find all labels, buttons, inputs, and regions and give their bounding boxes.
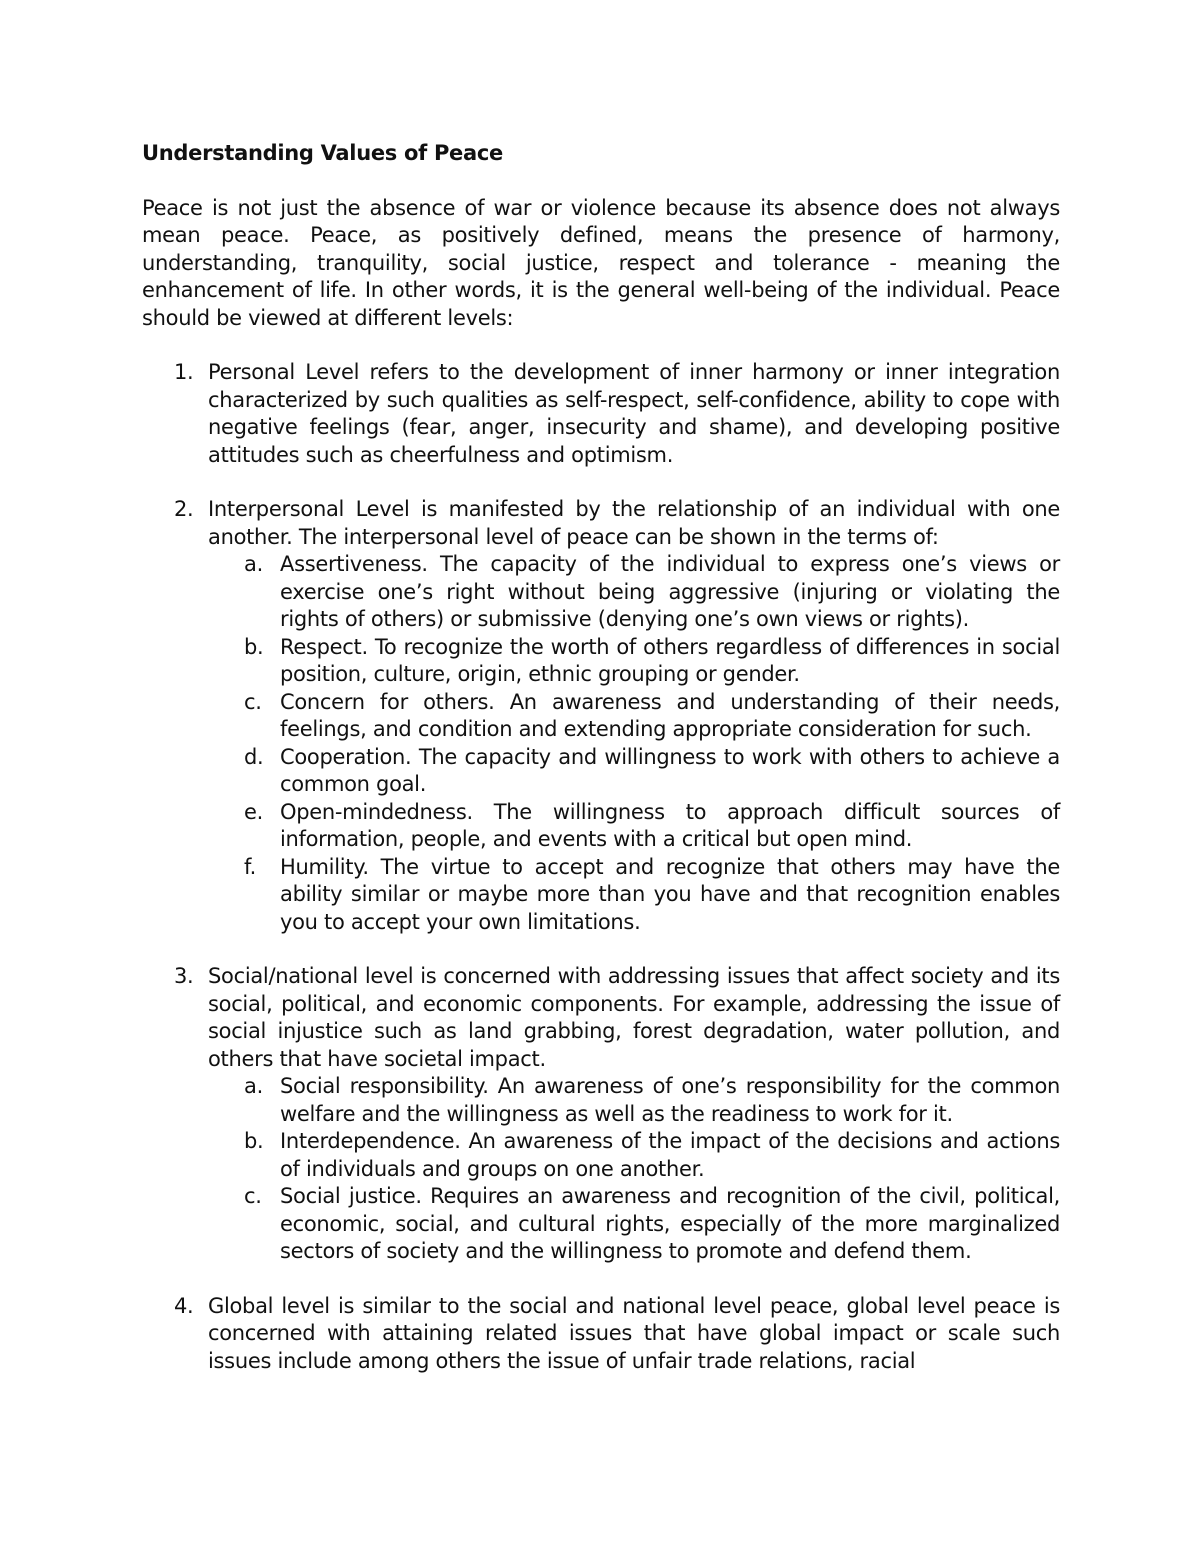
sub-item-letter: d. xyxy=(244,744,264,769)
level-item-interpersonal xyxy=(142,496,1060,936)
level-text: Global level is similar to the social and national level peace, global level peace is concerned with attaining related issues that have global impact or scale such issues include among others the issue of unfair trade relations, racial xyxy=(208,1293,1060,1373)
sub-item-letter: a. xyxy=(244,1074,263,1098)
sub-item-interdependence xyxy=(208,1128,1060,1183)
sub-item-letter: b. xyxy=(244,1129,264,1153)
sub-item-letter: f. xyxy=(244,854,256,879)
sub-item-text: Humility. The virtue to accept and recognize that others may have the ability similar or maybe more than you have and that recognition enables you to accept your own limitations. xyxy=(280,854,1060,934)
sub-item-text: Respect. To recognize the worth of others regardless of differences in social position, culture, origin, ethnic grouping or gender. xyxy=(280,634,1060,686)
sub-item-letter: a. xyxy=(244,552,263,576)
sub-item-assertiveness xyxy=(208,551,1060,634)
level-number: 4. xyxy=(174,1293,194,1318)
sub-item-text: Open-mindedness. The willingness to approach difficult sources of information, people, and events with a critical but open mind. xyxy=(280,799,1060,851)
sub-item-social-justice xyxy=(208,1183,1060,1266)
sub-item-cooperation xyxy=(208,744,1060,799)
sub-item-respect xyxy=(208,634,1060,689)
sub-item-text: Cooperation. The capacity and willingness to work with others to achieve a common goal. xyxy=(280,744,1060,796)
level-text: Personal Level refers to the development of inner harmony or inner integration characterized by such qualities as self-respect, self-confidence, ability to cope with negative feelings (fear, anger, insecurity and shame), and developing positive attitudes such as cheerfulness and optimism. xyxy=(208,360,1060,467)
sub-item-text: Assertiveness. The capacity of the individual to express one’s views or exercise one’s right without being aggressive (injuring or violating the rights of others) or submissive (denying one’s own views or rights). xyxy=(280,552,1060,631)
level-number: 3. xyxy=(174,964,194,988)
sub-item-letter: c. xyxy=(244,1184,262,1208)
sub-item-open-mindedness xyxy=(208,799,1060,854)
level-text: Social/national level is concerned with addressing issues that affect society and its social, political, and economic components. For example, addressing the issue of social injustice such as land grabbing, forest degradation, water pollution, and others that have societal impact. xyxy=(208,964,1060,1071)
sub-item-text: Social responsibility. An awareness of one’s responsibility for the common welfare and the willingness as well as the readiness to work for it. xyxy=(280,1074,1060,1126)
level-item-personal xyxy=(142,359,1060,469)
level-text: Interpersonal Level is manifested by the relationship of an individual with one another. The interpersonal level of peace can be shown in the terms of: xyxy=(208,497,1060,549)
sub-item-humility xyxy=(208,854,1060,937)
level-number: 2. xyxy=(174,497,194,521)
level-item-global xyxy=(142,1293,1060,1376)
sub-item-letter: b. xyxy=(244,634,264,659)
interpersonal-sublist xyxy=(208,551,1060,936)
level-number: 1. xyxy=(174,360,194,384)
sub-item-text: Interdependence. An awareness of the impact of the decisions and actions of individuals and groups on one another. xyxy=(280,1129,1060,1181)
sub-item-text: Concern for others. An awareness and understanding of their needs, feelings, and condition and extending appropriate consideration for such. xyxy=(280,689,1060,741)
intro-paragraph: Peace is not just the absence of war or violence because its absence does not always mean peace. Peace, as positively defined, means the presence of harmony, understanding, tranquility, social justice, respect and tolerance - meaning the enhancement of life. In other words, it is the general well-being of the individual. Peace should be viewed at different levels: xyxy=(142,195,1060,330)
document-title: Understanding Values of Peace xyxy=(142,141,503,165)
levels-list xyxy=(142,359,1060,1375)
sub-item-concern xyxy=(208,689,1060,744)
sub-item-letter: c. xyxy=(244,689,262,714)
sub-item-text: Social justice. Requires an awareness and recognition of the civil, political, economic, social, and cultural rights, especially of the more marginalized sectors of society and the willingness to promote and defend them. xyxy=(280,1184,1060,1263)
sub-item-social-responsibility xyxy=(208,1073,1060,1128)
level-item-social-national xyxy=(142,963,1060,1266)
sub-item-letter: e. xyxy=(244,799,263,824)
document-page xyxy=(142,140,1060,1402)
social-sublist xyxy=(208,1073,1060,1266)
